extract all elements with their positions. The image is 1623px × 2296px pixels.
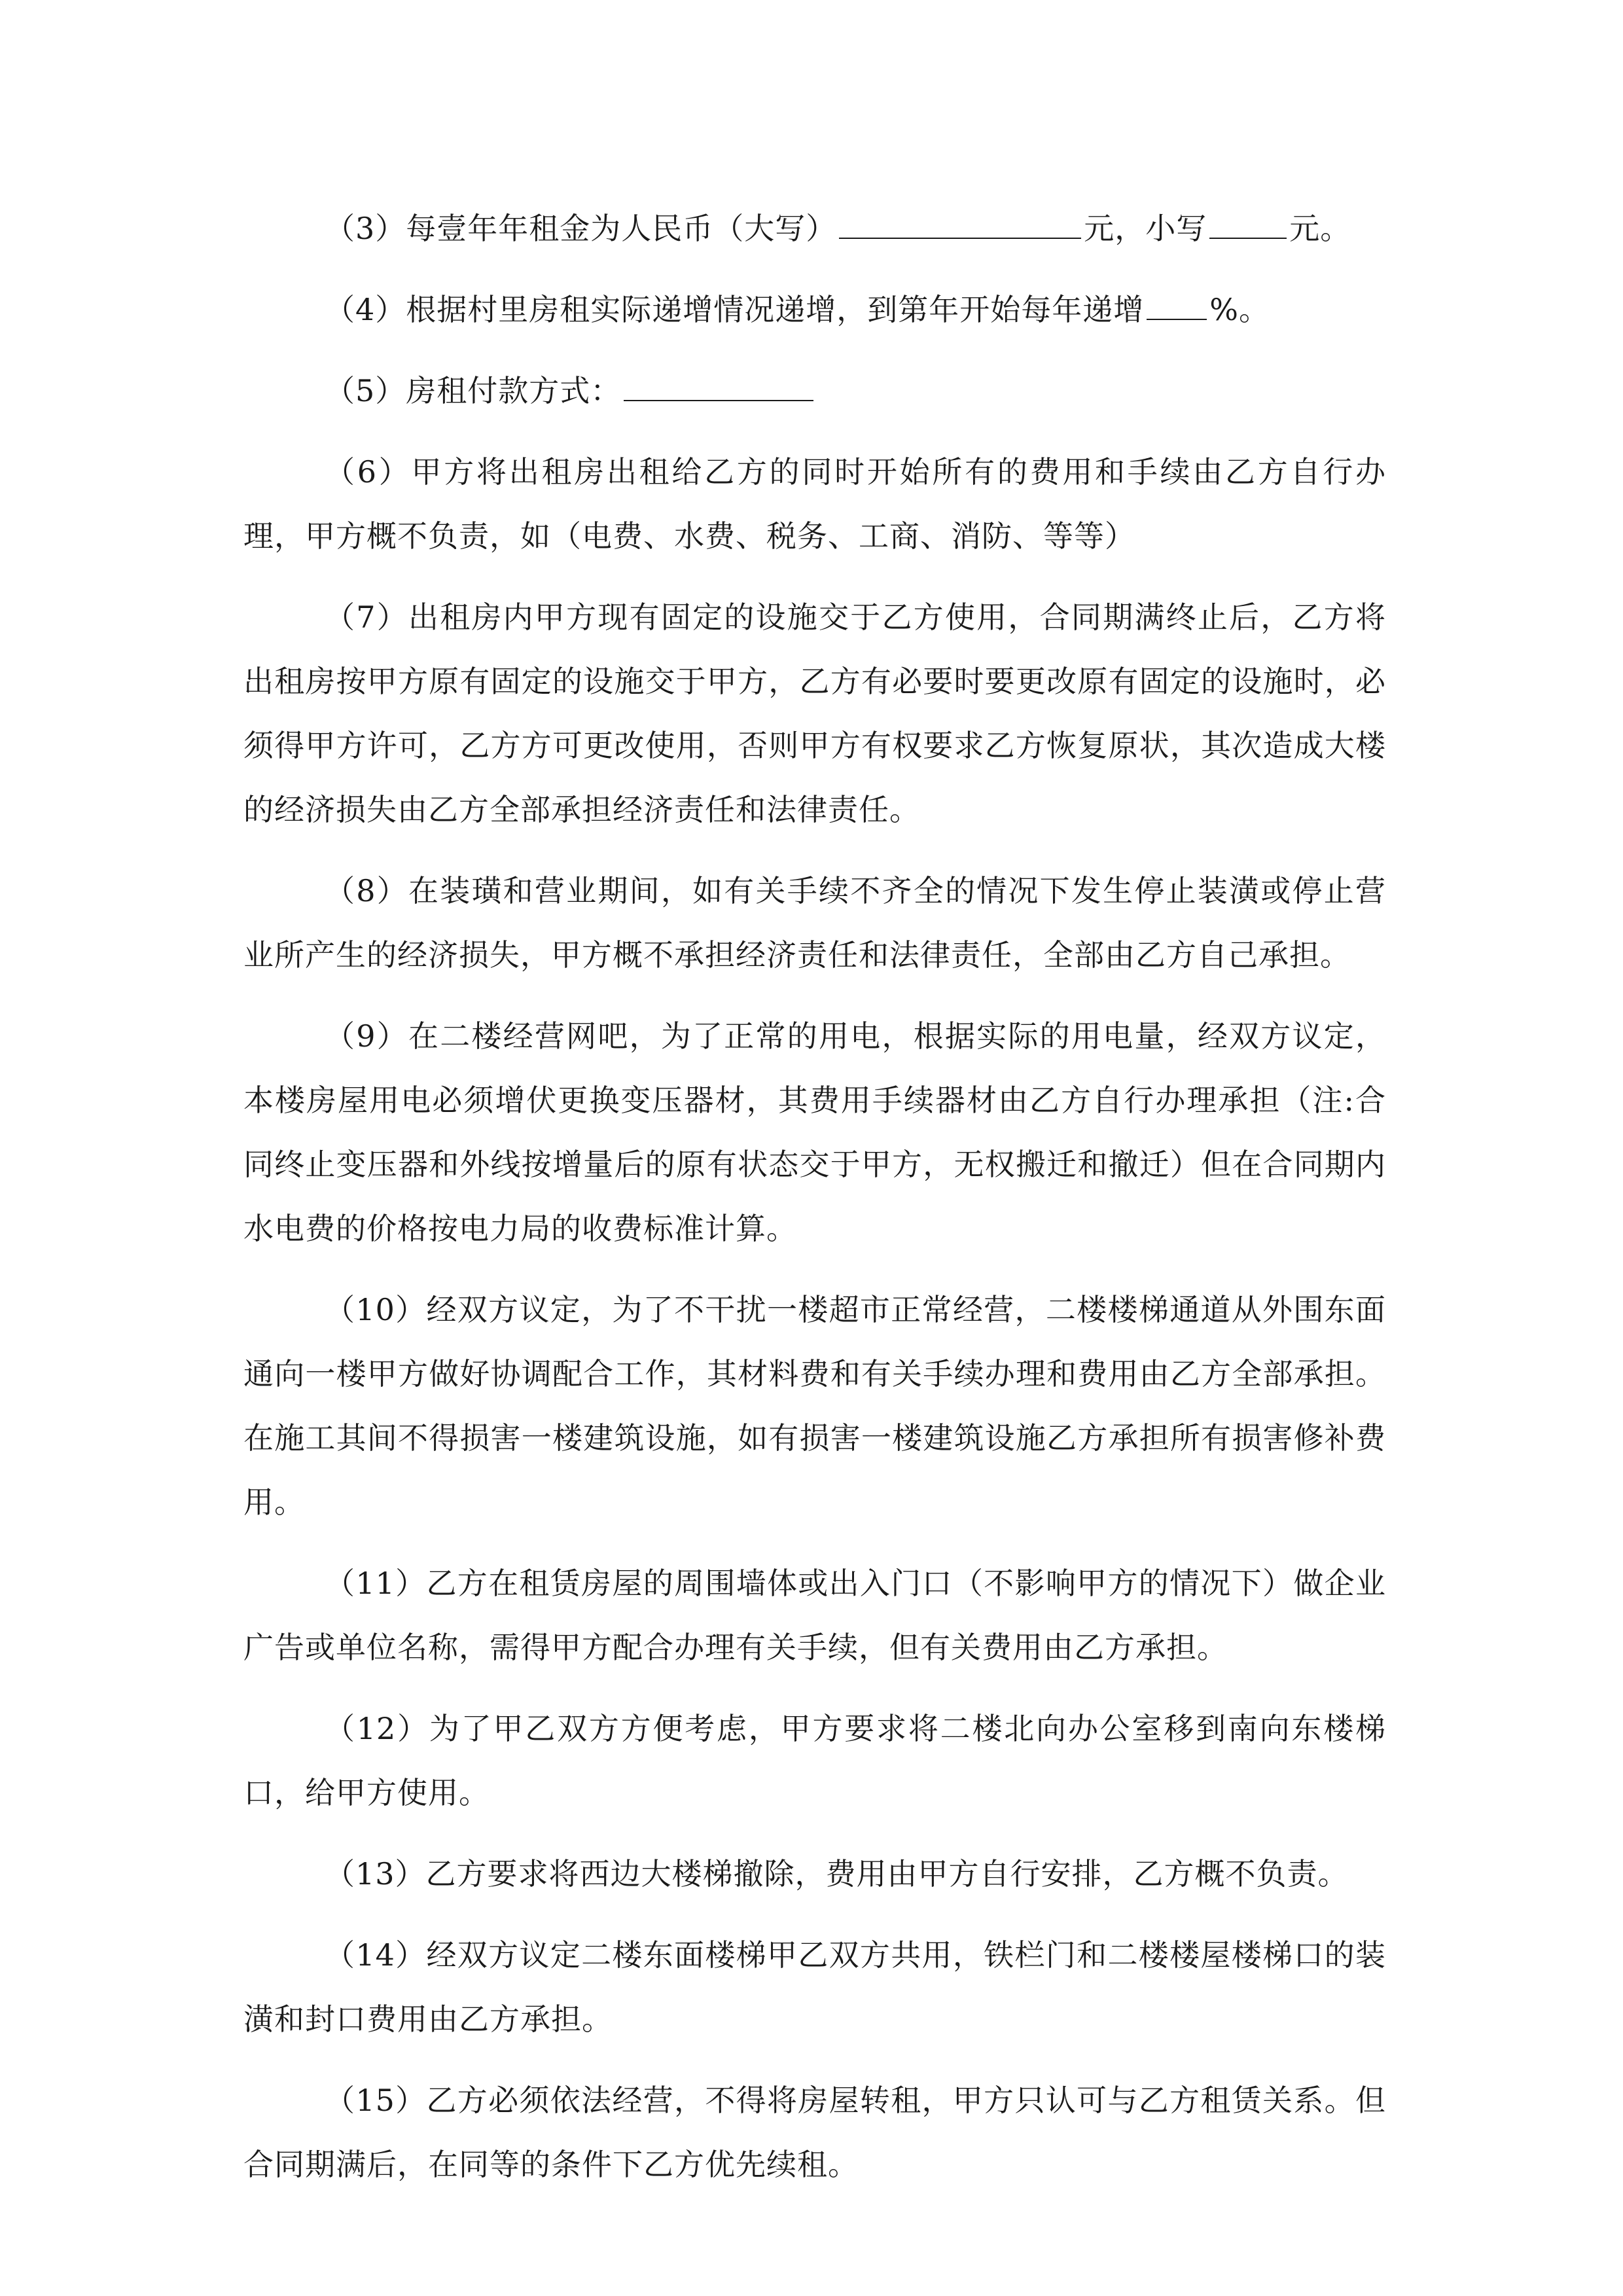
fill-in-blank-line: [624, 371, 813, 401]
document-body: [243, 196, 1386, 2214]
clause-text: （9）在二楼经营网吧，为了正常的用电，根据实际的用电量，经双方议定，本楼房屋用电必须增伏更换变压器材，其费用手续器材由乙方自行办理承担（注:合同终止变压器和外线按增量后的原有状态交于甲方，无权搬迁和撤迁）但在合同期内水电费的价格按电力局的收费标准计算。: [243, 1018, 1386, 1246]
contract-clause-paragraph: [243, 1278, 1386, 1534]
contract-clause-paragraph: [243, 1004, 1386, 1261]
contract-clause-paragraph: [243, 359, 1386, 423]
contract-clause-paragraph: [243, 440, 1386, 568]
clause-text: （13）乙方要求将西边大楼梯撤除，费用由甲方自行安排，乙方概不负责。: [325, 1856, 1349, 1892]
clause-text: （12）为了甲乙双方方便考虑，甲方要求将二楼北向办公室移到南向东楼梯口，给甲方使用。: [243, 1711, 1386, 1810]
clause-text: （8）在装璜和营业期间，如有关手续不齐全的情况下发生停止装潢或停止营业所产生的经济损失，甲方概不承担经济责任和法律责任，全部由乙方自己承担。: [243, 873, 1386, 973]
clause-text: 元，小写: [1084, 211, 1207, 246]
contract-clause-paragraph: [243, 196, 1386, 260]
fill-in-blank-line: [1209, 209, 1287, 239]
clause-text: （10）经双方议定，为了不干扰一楼超市正常经营，二楼楼梯通道从外围东面通向一楼甲方做好协调配合工作，其材料费和有关手续办理和费用由乙方全部承担。在施工其间不得损害一楼建筑设施，如有损害一楼建筑设施乙方承担所有损害修补费用。: [243, 1292, 1386, 1520]
clause-text: %。: [1209, 292, 1270, 327]
clause-text: 元。: [1289, 211, 1351, 246]
contract-clause-paragraph: [243, 859, 1386, 987]
contract-clause-paragraph: [243, 2068, 1386, 2197]
clause-text: （3）每壹年年租金为人民币（大写）: [325, 211, 837, 246]
clause-text: （4）根据村里房租实际递增情况递增，到第年开始每年递增: [325, 292, 1145, 327]
clause-text: （6）甲方将出租房出租给乙方的同时开始所有的费用和手续由乙方自行办理，甲方概不负责，如（电费、水费、税务、工商、消防、等等）: [243, 454, 1386, 554]
clause-text: （5）房租付款方式：: [325, 373, 622, 408]
contract-clause-paragraph: [243, 1696, 1386, 1825]
fill-in-blank-line: [839, 209, 1081, 239]
fill-in-blank-line: [1147, 290, 1207, 320]
contract-clause-paragraph: [243, 585, 1386, 842]
contract-clause-paragraph: [243, 1842, 1386, 1906]
clause-text: （11）乙方在租赁房屋的周围墙体或出入门口（不影响甲方的情况下）做企业广告或单位名称，需得甲方配合办理有关手续，但有关费用由乙方承担。: [243, 1566, 1386, 1665]
clause-text: （14）经双方议定二楼东面楼梯甲乙双方共用，铁栏门和二楼楼屋楼梯口的装潢和封口费用由乙方承担。: [243, 1937, 1386, 2037]
contract-clause-paragraph: [243, 1551, 1386, 1679]
clause-text: （15）乙方必须依法经营，不得将房屋转租，甲方只认可与乙方租赁关系。但合同期满后，在同等的条件下乙方优先续租。: [243, 2083, 1386, 2182]
clause-text: （7）出租房内甲方现有固定的设施交于乙方使用，合同期满终止后，乙方将出租房按甲方原有固定的设施交于甲方，乙方有必要时要更改原有固定的设施时，必须得甲方许可，乙方方可更改使用，否则甲方有权要求乙方恢复原状，其次造成大楼的经济损失由乙方全部承担经济责任和法律责任。: [243, 600, 1386, 827]
contract-clause-paragraph: [243, 1923, 1386, 2051]
contract-clause-paragraph: [243, 278, 1386, 342]
